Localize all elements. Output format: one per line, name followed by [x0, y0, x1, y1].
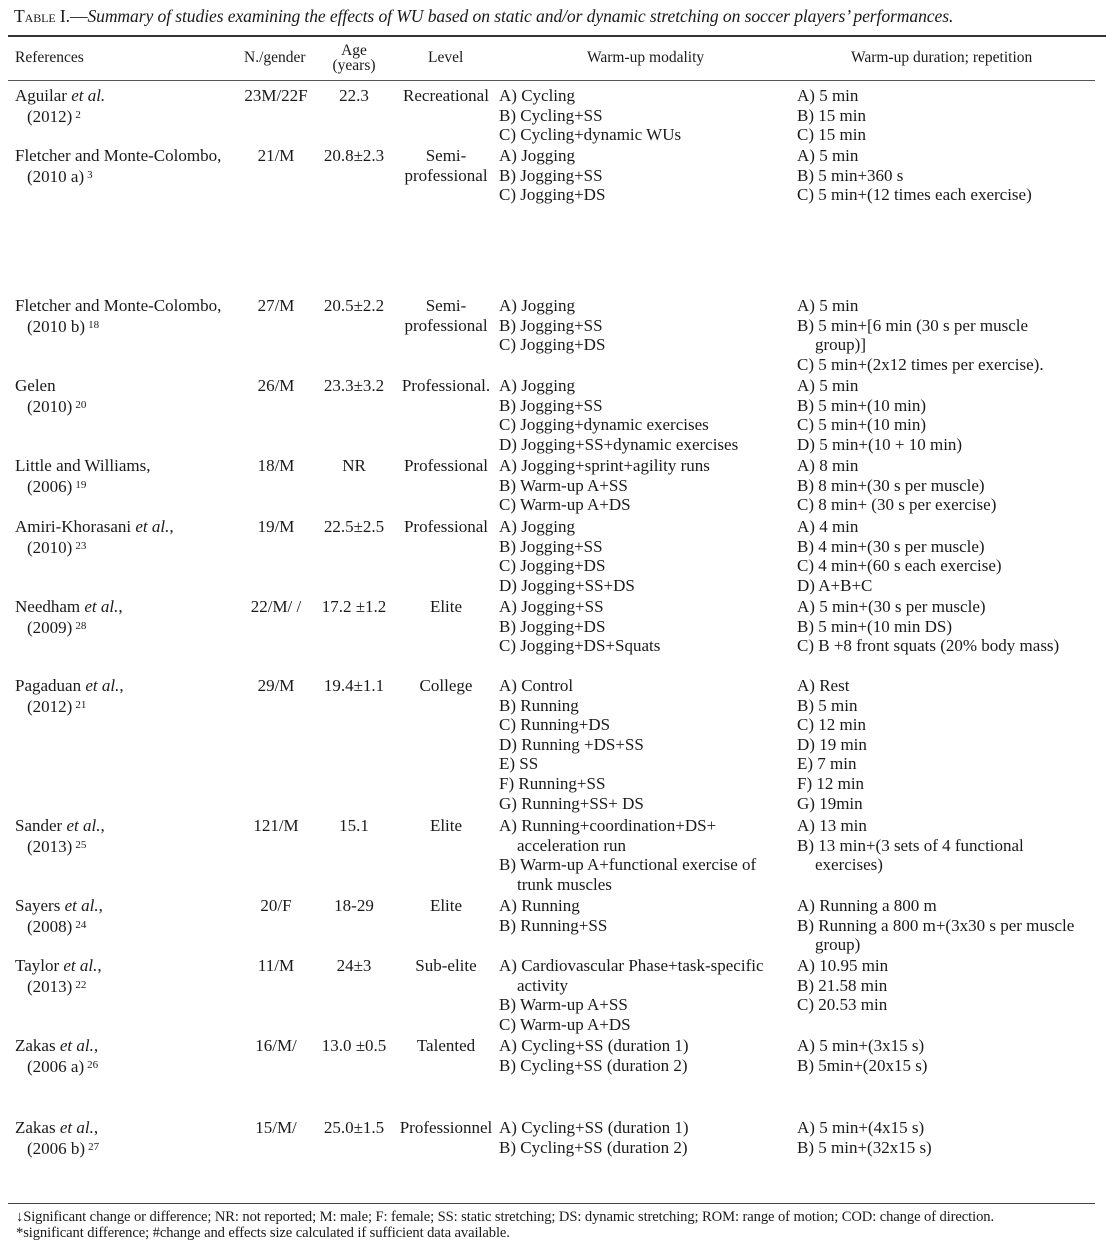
reference-year	[15, 916, 103, 937]
level-cell	[396, 896, 496, 916]
modality-cell	[499, 896, 607, 935]
reference-cell	[15, 86, 105, 126]
age-cell: 20.8±2.3	[323, 146, 385, 165]
year: (2013)	[27, 976, 73, 996]
level-line: Sub-elite	[415, 956, 477, 975]
age-cell: 25.0±1.5	[323, 1118, 385, 1137]
duration-cell	[797, 146, 1032, 205]
duration-cell-item: A) 5 min	[797, 86, 859, 105]
author-suffix: ,	[97, 956, 102, 975]
author-name: Zakas	[15, 1036, 56, 1055]
footnote-rule	[8, 1203, 1095, 1204]
reference-author	[15, 1036, 98, 1055]
reference-author	[15, 896, 103, 915]
author-name: Pagaduan	[15, 676, 82, 695]
modality-cell-item: B) Jogging+SS	[499, 165, 603, 185]
modality-cell-item: B) Running+SS	[499, 915, 608, 935]
header-age	[322, 43, 386, 73]
reference-cell	[15, 676, 124, 716]
reference-author	[15, 1118, 98, 1137]
duration-cell	[797, 86, 866, 145]
duration-cell-item: F) 12 min	[797, 773, 865, 793]
reference-number[interactable]: 21	[75, 698, 87, 711]
reference-number[interactable]: 18	[88, 318, 100, 331]
modality-cell-item: B) Jogging+SS	[499, 395, 603, 415]
author-name: Taylor	[15, 956, 60, 975]
modality-cell-item: C) Running+DS	[499, 715, 611, 735]
modality-cell	[499, 296, 605, 355]
author-name: Fletcher and Monte-Colombo,	[15, 296, 222, 315]
level-line: Professional.	[401, 376, 491, 395]
modality-cell-item: D) Running +DS+SS	[499, 734, 644, 754]
et-al: et al.	[59, 1118, 94, 1137]
age-cell: 15.1	[339, 816, 369, 835]
modality-cell-item: A) Running+coordination+DS+ acceleration run	[499, 816, 717, 855]
level-cell	[396, 376, 496, 396]
duration-cell-item: A) 13 min	[797, 816, 867, 835]
author-name: Gelen	[15, 376, 56, 395]
modality-cell-item: A) Jogging+sprint+agility runs	[499, 456, 710, 475]
duration-cell-item: A) 5 min+(4x15 s)	[797, 1118, 925, 1137]
level-cell	[396, 676, 496, 696]
year: (2006)	[27, 476, 73, 496]
modality-cell-item: C) Jogging+DS	[499, 185, 606, 205]
reference-number[interactable]: 22	[75, 978, 87, 991]
duration-cell	[797, 1036, 927, 1075]
n-gender-cell: 26/M	[257, 376, 295, 395]
modality-cell-item: B) Jogging+DS	[499, 616, 606, 636]
duration-cell-item: A) 4 min	[797, 517, 859, 536]
duration-cell-item: A) 5 min+(30 s per muscle)	[797, 597, 986, 616]
modality-cell-item: F) Running+SS	[499, 773, 606, 793]
reference-author	[15, 597, 123, 616]
modality-cell-item: B) Running	[499, 695, 579, 715]
modality-cell-item: A) Jogging	[499, 296, 576, 315]
duration-cell	[797, 1118, 932, 1157]
author-suffix: ,	[169, 517, 174, 536]
level-line: professional	[404, 316, 488, 335]
reference-year	[15, 1056, 98, 1077]
duration-cell-item: B) 15 min	[797, 105, 866, 125]
age-cell: 17.2 ±1.2	[321, 597, 387, 616]
et-al: et al.	[64, 896, 99, 915]
reference-number[interactable]: 25	[75, 838, 87, 851]
author-name: Zakas	[15, 1118, 56, 1137]
reference-author	[15, 376, 56, 395]
reference-cell	[15, 956, 102, 996]
author-suffix: ,	[93, 1118, 99, 1137]
modality-cell-item: A) Cycling+SS (duration 1)	[499, 1036, 689, 1055]
modality-cell-item: B) Jogging+SS	[499, 315, 603, 335]
modality-cell-item: A) Jogging	[499, 517, 576, 536]
duration-cell	[797, 676, 867, 813]
reference-cell	[15, 896, 103, 936]
duration-cell-item: B) 13 min+(3 sets of 4 functional exercises)	[797, 835, 1024, 875]
n-gender-cell: 16/M/	[255, 1036, 297, 1055]
n-gender-cell: 23M/22F	[244, 86, 308, 105]
duration-cell-item: B) 5 min+(10 min)	[797, 395, 927, 415]
top-rule	[8, 35, 1106, 37]
reference-number[interactable]: 23	[75, 539, 87, 552]
duration-cell-item: A) 10.95 min	[797, 956, 889, 975]
age-cell: 19.4±1.1	[323, 676, 385, 695]
author-suffix: ,	[100, 816, 105, 835]
duration-cell-item: A) Rest	[797, 676, 850, 695]
level-line: Professional	[403, 456, 489, 475]
age-cell: 24±3	[336, 956, 372, 975]
footnote-line-1: ↓Significant change or difference; NR: not reported; M: male; F: female; SS: static stretching; DS: dynamic stretching; ROM: range of motion; COD: change of direction.	[16, 1209, 995, 1225]
n-gender-cell: 121/M	[253, 816, 299, 835]
author-suffix: ,	[119, 676, 124, 695]
reference-cell	[15, 456, 150, 496]
level-cell	[396, 956, 496, 976]
table-label: Table I.	[14, 6, 70, 26]
header-level: Level	[428, 49, 464, 66]
modality-cell-item: C) Jogging+dynamic exercises	[499, 415, 709, 435]
duration-cell-item: A) 5 min	[797, 146, 859, 165]
duration-cell-item: B) 5min+(20x15 s)	[797, 1055, 928, 1075]
author-name: Aguilar	[15, 86, 67, 105]
modality-cell-item: B) Cycling+SS (duration 2)	[499, 1137, 688, 1157]
year: (2012)	[27, 696, 73, 716]
level-cell	[396, 296, 496, 336]
year: (2010)	[27, 537, 73, 557]
author-name: Fletcher and Monte-Colombo,	[15, 146, 222, 165]
reference-cell	[15, 517, 174, 557]
et-al: et al.	[71, 86, 106, 105]
n-gender-cell: 21/M	[257, 146, 295, 165]
modality-cell	[499, 456, 710, 515]
modality-cell-item: A) Cardiovascular Phase+task-specific activity	[499, 956, 764, 995]
n-gender-cell: 15/M/	[255, 1118, 297, 1137]
age-cell: 22.5±2.5	[323, 517, 385, 536]
n-gender-cell: 18/M	[257, 456, 295, 475]
modality-cell-item: A) Control	[499, 676, 574, 695]
age-cell: 18-29	[334, 896, 374, 915]
modality-cell-item: E) SS	[499, 754, 539, 774]
reference-year	[15, 696, 124, 717]
header-duration: Warm-up duration; repetition	[851, 49, 1033, 66]
level-line: Elite	[429, 597, 463, 616]
caption-text: Summary of studies examining the effects of WU based on static and/or dynamic stretching on soccer players’ performances.	[87, 6, 954, 26]
year: (2006 a)	[27, 1056, 85, 1076]
duration-cell-item: A) 5 min+(3x15 s)	[797, 1036, 925, 1055]
modality-cell	[499, 86, 681, 145]
n-gender-cell: 11/M	[257, 956, 295, 975]
reference-number[interactable]: 19	[75, 478, 87, 491]
reference-number[interactable]: 24	[75, 918, 87, 931]
year: (2010)	[27, 396, 73, 416]
header-age-line1: Age	[341, 42, 367, 59]
reference-cell	[15, 376, 86, 416]
level-cell	[396, 1036, 496, 1056]
n-gender-cell: 27/M	[257, 296, 295, 315]
year: (2006 b)	[27, 1138, 86, 1158]
reference-number[interactable]: 28	[75, 619, 87, 632]
reference-author	[15, 146, 221, 165]
duration-cell	[797, 896, 1074, 955]
duration-cell-item: B) Running a 800 m+(3x30 s per muscle group)	[797, 915, 1075, 955]
header-references: References	[15, 49, 84, 66]
modality-cell-item: B) Cycling+SS	[499, 105, 603, 125]
duration-cell-item: B) 5 min	[797, 695, 858, 715]
modality-cell	[499, 676, 644, 813]
et-al: et al.	[84, 597, 119, 616]
age-cell: 13.0 ±0.5	[321, 1036, 387, 1055]
reference-year	[15, 396, 86, 417]
level-cell	[396, 597, 496, 617]
duration-cell	[797, 816, 1024, 875]
level-line: professional	[404, 166, 488, 185]
reference-year	[15, 1138, 99, 1159]
author-suffix: ,	[93, 1036, 99, 1055]
modality-cell	[499, 597, 660, 656]
modality-cell-item: C) Warm-up A+DS	[499, 1014, 631, 1034]
duration-cell-item: B) 5 min+(32x15 s)	[797, 1137, 932, 1157]
duration-cell-item: C) 12 min	[797, 715, 866, 735]
level-line: Talented	[416, 1036, 476, 1055]
header-age-line2: (years)	[332, 57, 376, 74]
modality-cell	[499, 1036, 689, 1075]
duration-cell	[797, 517, 1002, 595]
author-suffix: ,	[118, 597, 123, 616]
duration-cell-item: C) 5 min+(10 min)	[797, 415, 927, 435]
level-line: Recreational	[403, 86, 489, 105]
reference-cell	[15, 1118, 99, 1158]
modality-cell-item: B) Warm-up A+SS	[499, 475, 628, 495]
reference-number[interactable]: 2	[75, 108, 81, 121]
reference-year	[15, 617, 123, 638]
header-modality: Warm-up modality	[587, 49, 705, 66]
age-cell: 23.3±3.2	[323, 376, 385, 395]
duration-cell-item: C) 5 min+(2x12 times per exercise).	[797, 354, 1044, 374]
year: (2008)	[27, 916, 73, 936]
modality-cell-item: A) Cycling	[499, 86, 576, 105]
reference-year	[15, 537, 174, 558]
duration-cell-item: B) 5 min+[6 min (30 s per muscle group)]	[797, 315, 1029, 355]
level-cell	[396, 517, 496, 537]
modality-cell	[499, 816, 756, 894]
modality-cell-item: C) Jogging+DS	[499, 556, 606, 576]
duration-cell-item: B) 8 min+(30 s per muscle)	[797, 475, 985, 495]
modality-cell-item: G) Running+SS+ DS	[499, 793, 644, 813]
modality-cell-item: C) Warm-up A+DS	[499, 495, 631, 515]
duration-cell-item: G) 19min	[797, 793, 863, 813]
modality-cell	[499, 517, 635, 595]
modality-cell-item: B) Cycling+SS (duration 2)	[499, 1055, 688, 1075]
reference-year	[15, 836, 105, 857]
duration-cell-item: C) B +8 front squats (20% body mass)	[797, 636, 1060, 656]
modality-cell-item: C) Jogging+DS+Squats	[499, 636, 661, 656]
level-line: Semi-	[425, 296, 467, 315]
level-line: Elite	[429, 816, 463, 835]
modality-cell	[499, 956, 764, 1034]
n-gender-cell: 29/M	[257, 676, 295, 695]
author-name: Amiri-Khorasani	[15, 517, 132, 536]
reference-author	[15, 816, 105, 835]
modality-cell-item: D) Jogging+SS+dynamic exercises	[499, 434, 739, 454]
reference-author	[15, 517, 174, 536]
et-al: et al.	[66, 816, 101, 835]
level-line: Professional	[403, 517, 489, 536]
n-gender-cell: 22/M/ /	[250, 597, 302, 616]
reference-year	[15, 166, 221, 187]
reference-year	[15, 106, 105, 127]
modality-cell-item: A) Jogging	[499, 376, 576, 395]
duration-cell-item: C) 20.53 min	[797, 995, 888, 1015]
reference-cell	[15, 816, 105, 856]
modality-cell-item: B) Jogging+SS	[499, 536, 603, 556]
reference-year	[15, 976, 102, 997]
header-rule	[8, 80, 1095, 81]
reference-number[interactable]: 27	[88, 1140, 100, 1153]
level-cell	[396, 1118, 496, 1138]
n-gender-cell: 20/F	[260, 896, 292, 915]
duration-cell-item: B) 5 min+(10 min DS)	[797, 616, 953, 636]
duration-cell-item: B) 4 min+(30 s per muscle)	[797, 536, 985, 556]
duration-cell-item: B) 5 min+360 s	[797, 165, 904, 185]
year: (2010 a)	[27, 166, 85, 186]
modality-cell-item: A) Cycling+SS (duration 1)	[499, 1118, 689, 1137]
et-al: et al.	[135, 517, 170, 536]
reference-year	[15, 476, 150, 497]
et-al: et al.	[63, 956, 98, 975]
modality-cell-item: C) Cycling+dynamic WUs	[499, 125, 682, 145]
author-name: Sander	[15, 816, 63, 835]
duration-cell-item: E) 7 min	[797, 754, 857, 774]
modality-cell	[499, 1118, 689, 1157]
level-line: Professionnel	[399, 1118, 493, 1137]
age-cell: NR	[342, 456, 366, 475]
modality-cell	[499, 376, 738, 454]
reference-cell	[15, 296, 221, 336]
reference-cell	[15, 1036, 98, 1076]
header-n-gender: N./gender	[244, 49, 306, 66]
level-line: Semi-	[425, 146, 467, 165]
age-cell: 22.3	[339, 86, 369, 105]
footnote	[16, 1210, 994, 1241]
level-cell	[396, 816, 496, 836]
duration-cell-item: A) 8 min	[797, 456, 859, 475]
modality-cell-item: A) Jogging	[499, 146, 576, 165]
modality-cell-item: A) Running	[499, 896, 580, 915]
reference-cell	[15, 146, 221, 186]
modality-cell-item: A) Jogging+SS	[499, 597, 604, 616]
caption-dash: —	[69, 6, 88, 26]
level-cell	[396, 456, 496, 476]
duration-cell-item: C) 4 min+(60 s each exercise)	[797, 556, 1002, 576]
level-line: Elite	[429, 896, 463, 915]
author-suffix: ,	[98, 896, 103, 915]
reference-year	[15, 316, 221, 337]
duration-cell-item: D) A+B+C	[797, 575, 873, 595]
et-al: et al.	[85, 676, 120, 695]
modality-cell-item: D) Jogging+SS+DS	[499, 575, 635, 595]
duration-cell	[797, 597, 1059, 656]
duration-cell	[797, 456, 996, 515]
reference-author	[15, 456, 150, 475]
reference-number[interactable]: 26	[87, 1058, 99, 1071]
year: (2012)	[27, 106, 73, 126]
modality-cell-item: C) Jogging+DS	[499, 335, 606, 355]
duration-cell-item: A) 5 min	[797, 376, 859, 395]
duration-cell-item: C) 5 min+(12 times each exercise)	[797, 185, 1032, 205]
modality-cell-item: B) Warm-up A+functional exercise of trunk muscles	[499, 855, 757, 894]
reference-author	[15, 296, 221, 315]
author-name: Needham	[15, 597, 81, 616]
n-gender-cell: 19/M	[257, 517, 295, 536]
duration-cell-item: C) 8 min+ (30 s per exercise)	[797, 495, 997, 515]
duration-cell-item: A) 5 min	[797, 296, 859, 315]
reference-author	[15, 956, 102, 975]
duration-cell	[797, 956, 888, 1015]
modality-cell	[499, 146, 605, 205]
modality-cell-item: B) Warm-up A+SS	[499, 995, 628, 1015]
reference-author	[15, 86, 105, 105]
duration-cell-item: C) 15 min	[797, 125, 866, 145]
duration-cell	[797, 376, 962, 454]
reference-author	[15, 676, 124, 695]
author-name: Little and Williams,	[15, 456, 151, 475]
duration-cell-item: B) 21.58 min	[797, 975, 888, 995]
level-line: College	[419, 676, 473, 695]
year: (2013)	[27, 836, 73, 856]
level-cell	[396, 146, 496, 186]
reference-number[interactable]: 3	[87, 168, 93, 181]
et-al: et al.	[59, 1036, 94, 1055]
reference-cell	[15, 597, 123, 637]
duration-cell-item: A) Running a 800 m	[797, 896, 937, 915]
age-cell: 20.5±2.2	[323, 296, 385, 315]
year: (2010 b)	[27, 316, 86, 336]
table-caption	[14, 6, 953, 27]
author-name: Sayers	[15, 896, 61, 915]
duration-cell-item: D) 19 min	[797, 734, 867, 754]
level-cell	[396, 86, 496, 106]
duration-cell-item: D) 5 min+(10 + 10 min)	[797, 434, 963, 454]
year: (2009)	[27, 617, 73, 637]
duration-cell	[797, 296, 1044, 374]
footnote-line-2: *significant difference; #change and effects size calculated if sufficient data available.	[16, 1224, 510, 1241]
reference-number[interactable]: 20	[75, 398, 87, 411]
